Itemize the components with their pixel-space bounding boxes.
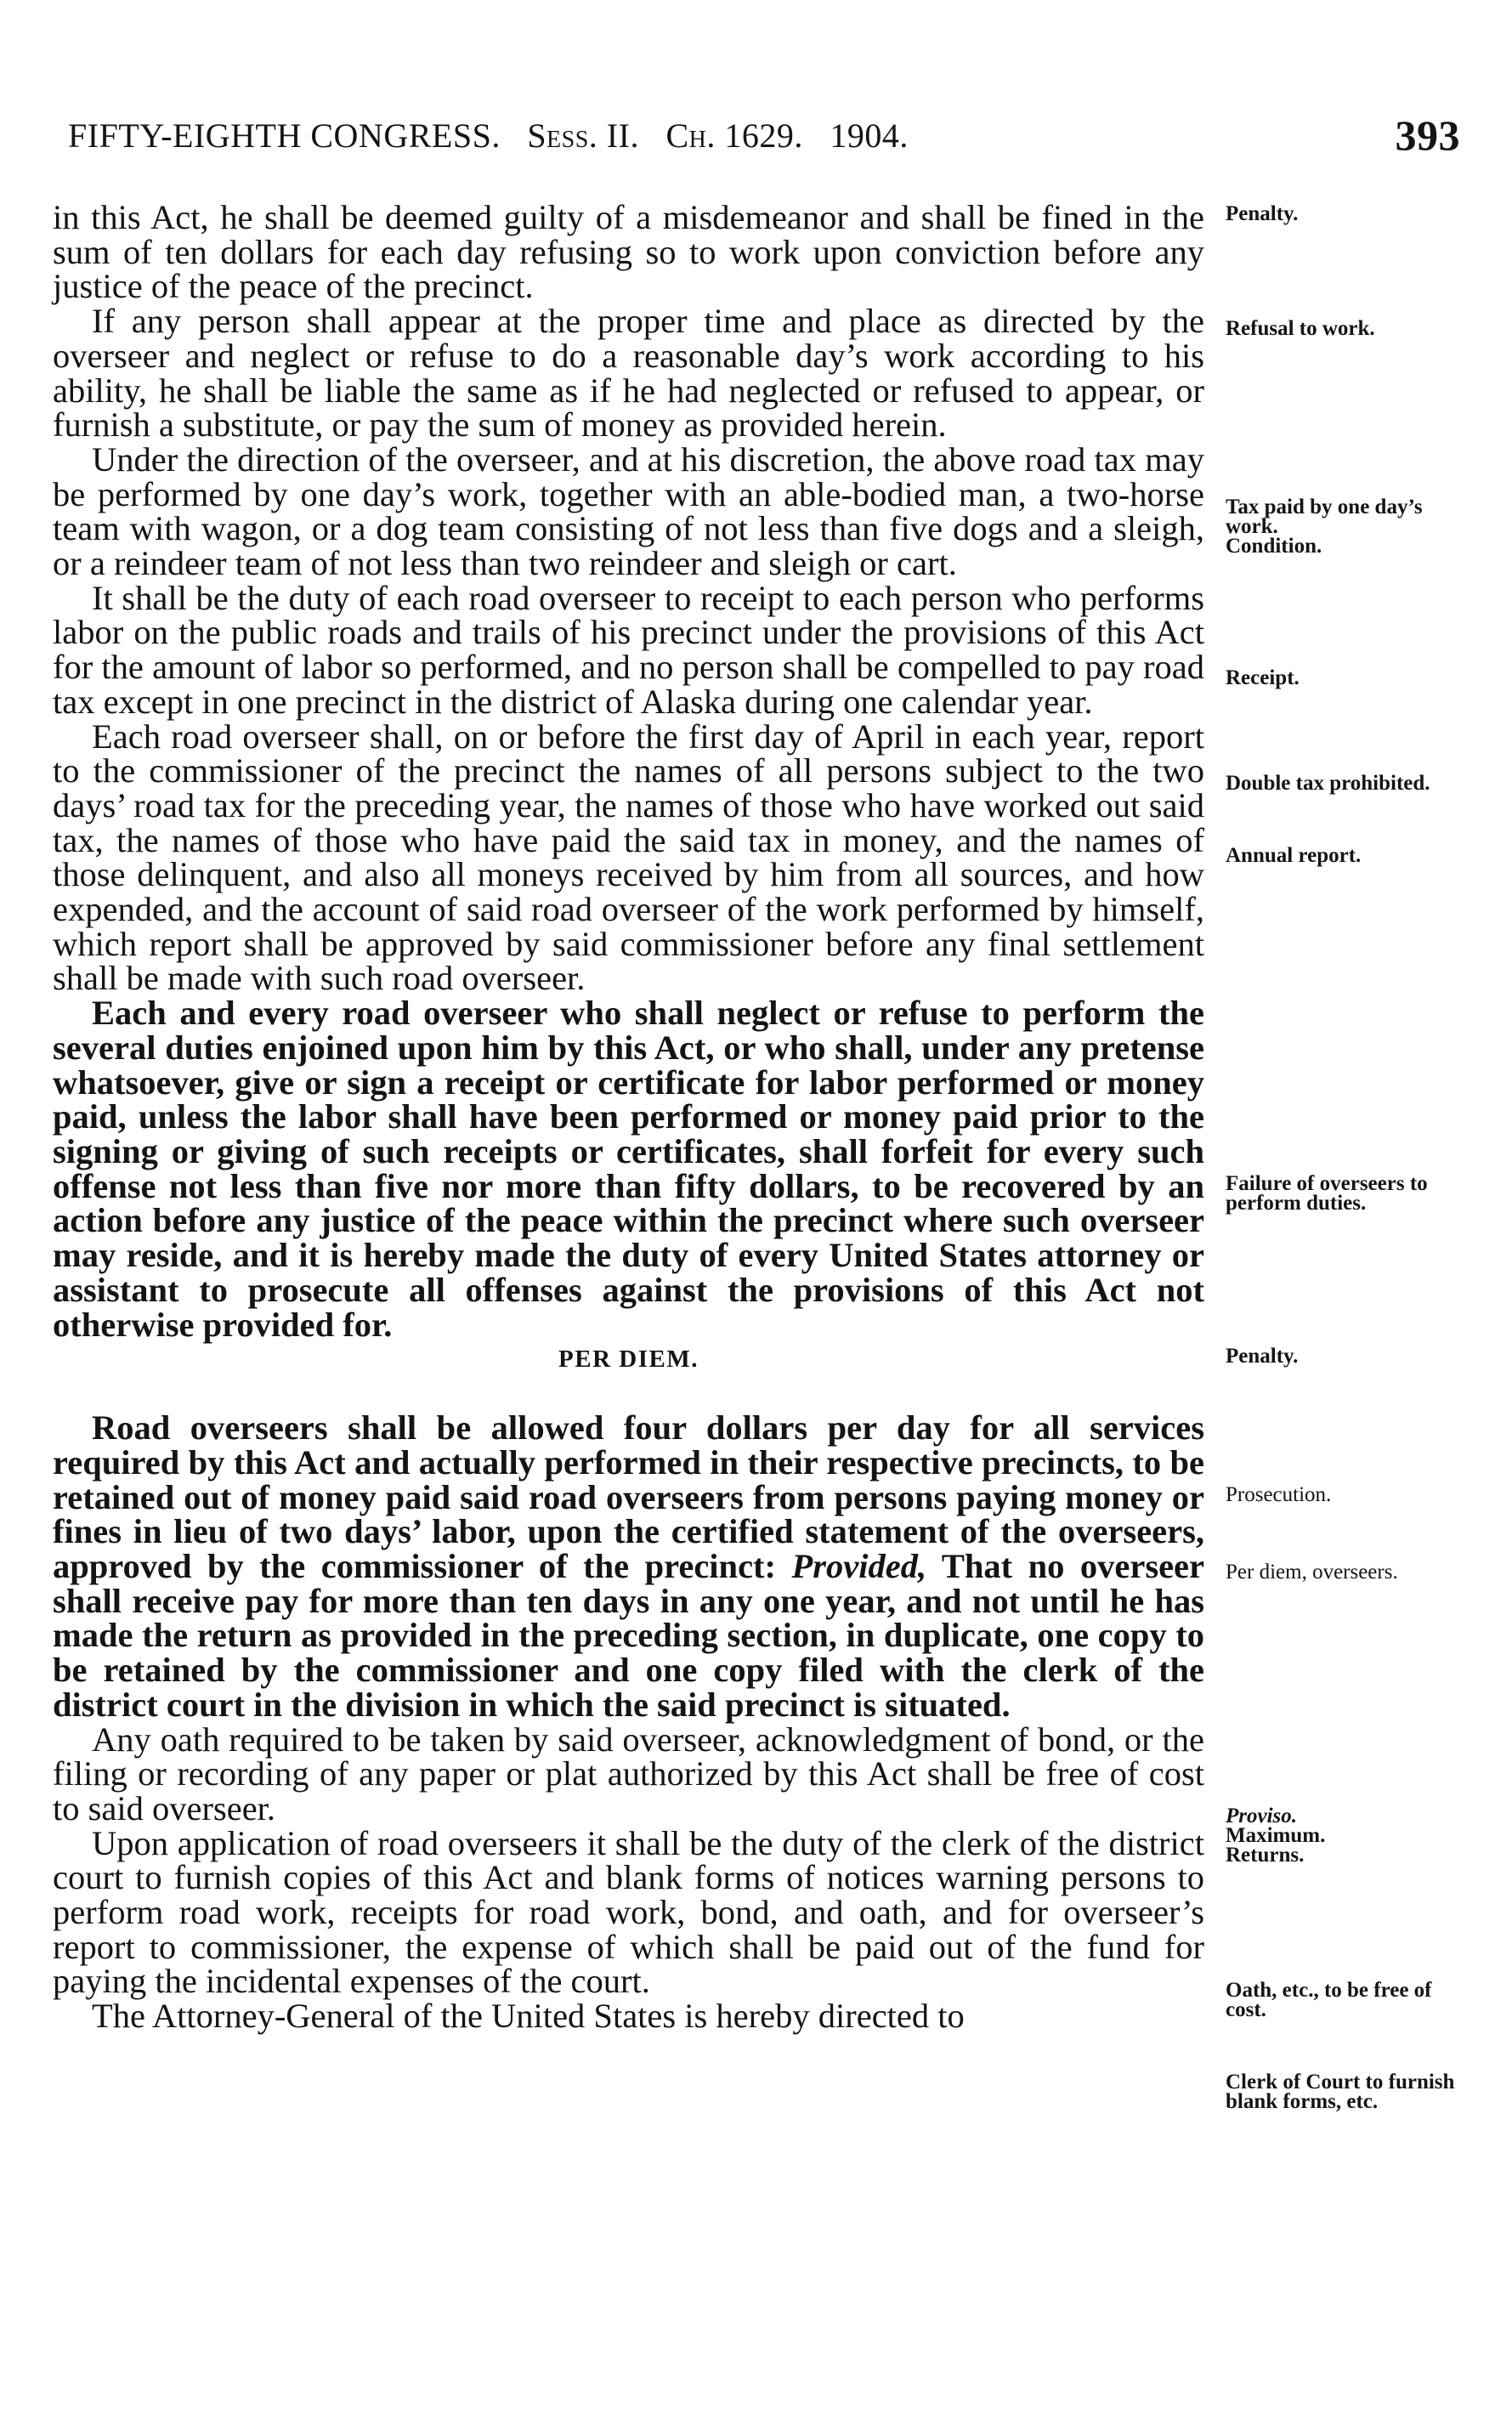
margin-note-per-diem: Per diem, overseers.: [1226, 1561, 1398, 1584]
margin-note-penalty-2: Penalty.: [1226, 1345, 1299, 1368]
margin-note-tax-paid-by-work: Tax paid by one day’s work. Condition.: [1226, 496, 1423, 558]
page-number: 393: [1395, 111, 1460, 159]
margin-note-proviso: Proviso.: [1226, 1805, 1298, 1827]
per-diem-heading: PER DIEM.: [558, 1346, 699, 1374]
running-header: [49, 111, 1460, 167]
proviso-text: That no overseer shall receive pay for more than ten days in any one year, and not until he has made the return as provided in the preceding section, in duplicate, one copy to be retained by the commissioner and one copy filed with the clerk of the district court in the division in which the said precinct is situated.: [53, 1547, 1205, 1724]
margin-note-prosecution: Prosecution.: [1226, 1483, 1332, 1506]
margin-note-receipt: Receipt.: [1226, 666, 1300, 689]
margin-note-failure-of-overseers: Failure of overseers to perform duties.: [1226, 1172, 1428, 1215]
margin-note-maximum-returns: Maximum. Returns.: [1226, 1824, 1326, 1867]
paragraph-per-diem: [53, 1408, 1205, 1724]
paragraph-tax-paid-by-work: Under the direction of the overseer, and at his discretion, the above road tax may be performed by one day’s work, together with an able-bodied man, a two-horse team with wagon, or a dog team consisting of not less than five dogs and a sleigh, or a reindeer team of not less than two reindeer and sleigh or cart.: [53, 439, 1204, 583]
year-label: 1904.: [830, 116, 909, 155]
proviso-word: Provided,: [791, 1547, 927, 1586]
statute-body: [53, 198, 1205, 2036]
per-diem-text: Road overseers shall be allowed four dollars per day for all services required by this Act and actually performed in their respective precincts, to be retained out of money paid said road overseers from persons paying money or fines in lieu of two days’ labor, upon the certified statement of the overseers, approved by the commissioner of the precinct:: [53, 1408, 1204, 1586]
margin-note-penalty: Penalty.: [1226, 202, 1299, 225]
paragraph-annual-report: Each road overseer shall, on or before the first day of April in each year, report to the commissioner of the precinct the names of all persons subject to the two days’ road tax for the preceding year, the names of those who have worked out said tax, the names of those who have paid the said tax in money, and the names of those delinquent, and also all moneys received by him from all sources, and how expended, and the account of said road overseer of the work performed by himself, which report shall be approved by said commissioner before any final settlement shall be made with such road overseer.: [53, 717, 1204, 998]
margin-note-oath: Oath, etc., to be free of cost.: [1226, 1979, 1432, 2021]
margin-note-clerk-forms: Clerk of Court to furnish blank forms, etc.: [1226, 2071, 1455, 2113]
margin-note-double-tax: Double tax prohibited.: [1226, 772, 1430, 795]
chapter-label: Ch. 1629.: [665, 116, 803, 155]
paragraph-oath: Any oath required to be taken by said overseer, acknowledgment of bond, or the filing or recording of any paper or plat authorized by this Act shall be free of cost to said overseer.: [53, 1720, 1204, 1827]
margin-note-annual-report: Annual report.: [1226, 844, 1362, 867]
paragraph-penalty-continuation: in this Act, he shall be deemed guilty of a misdemeanor and shall be fined in the sum of ten dollars for each day refusing so to work upon conviction before any justice of the peace of the precinct.: [53, 198, 1204, 306]
running-title: [68, 116, 909, 156]
paragraph-failure-of-overseers: Each and every road overseer who shall neglect or refuse to perform the several duties enjoined upon him by this Act, or who shall, under any pretense whatsoever, give or sign a receipt or certificate for labor performed or money paid, unless the labor shall have been performed or money paid prior to the signing or giving of such receipts or certificates, shall forfeit for every such offense not less than five nor more than fifty dollars, to be recovered by an action before any justice of the peace within the precinct where such overseer may reside, and it is hereby made the duty of every United States attorney or assistant to prosecute all offenses against the provisions of this Act not otherwise provided for.: [53, 994, 1204, 1344]
congress-label: FIFTY-EIGHTH CONGRESS.: [68, 116, 501, 155]
session-label: Sess. II.: [527, 116, 639, 155]
paragraph-receipt: It shall be the duty of each road overseer to receipt to each person who performs labor on the public roads and trails of his precinct under the provisions of this Act for the amount of labor so performed, and no person shall be compelled to pay road tax except in one precinct in the district of Alaska during one calendar year.: [53, 578, 1204, 721]
paragraph-clerk-forms: Upon application of road overseers it shall be the duty of the clerk of the district court to furnish copies of this Act and blank forms of notices warning persons to perform road work, receipts for road work, bond, and oath, and for overseer’s report to commissioner, the expense of which shall be paid out of the fund for paying the incidental expenses of the court.: [53, 1823, 1204, 2001]
paragraph-refusal-to-work: If any person shall appear at the proper time and place as directed by the overseer and neglect or refuse to do a reasonable day’s work according to his ability, he shall be liable the same as if he had neglected or refused to appear, or furnish a substitute, or pay the sum of money as provided herein.: [53, 302, 1204, 445]
margin-note-refusal-to-work: Refusal to work.: [1226, 317, 1375, 340]
paragraph-attorney-general: The Attorney-General of the United States is hereby directed to: [92, 1997, 965, 2036]
